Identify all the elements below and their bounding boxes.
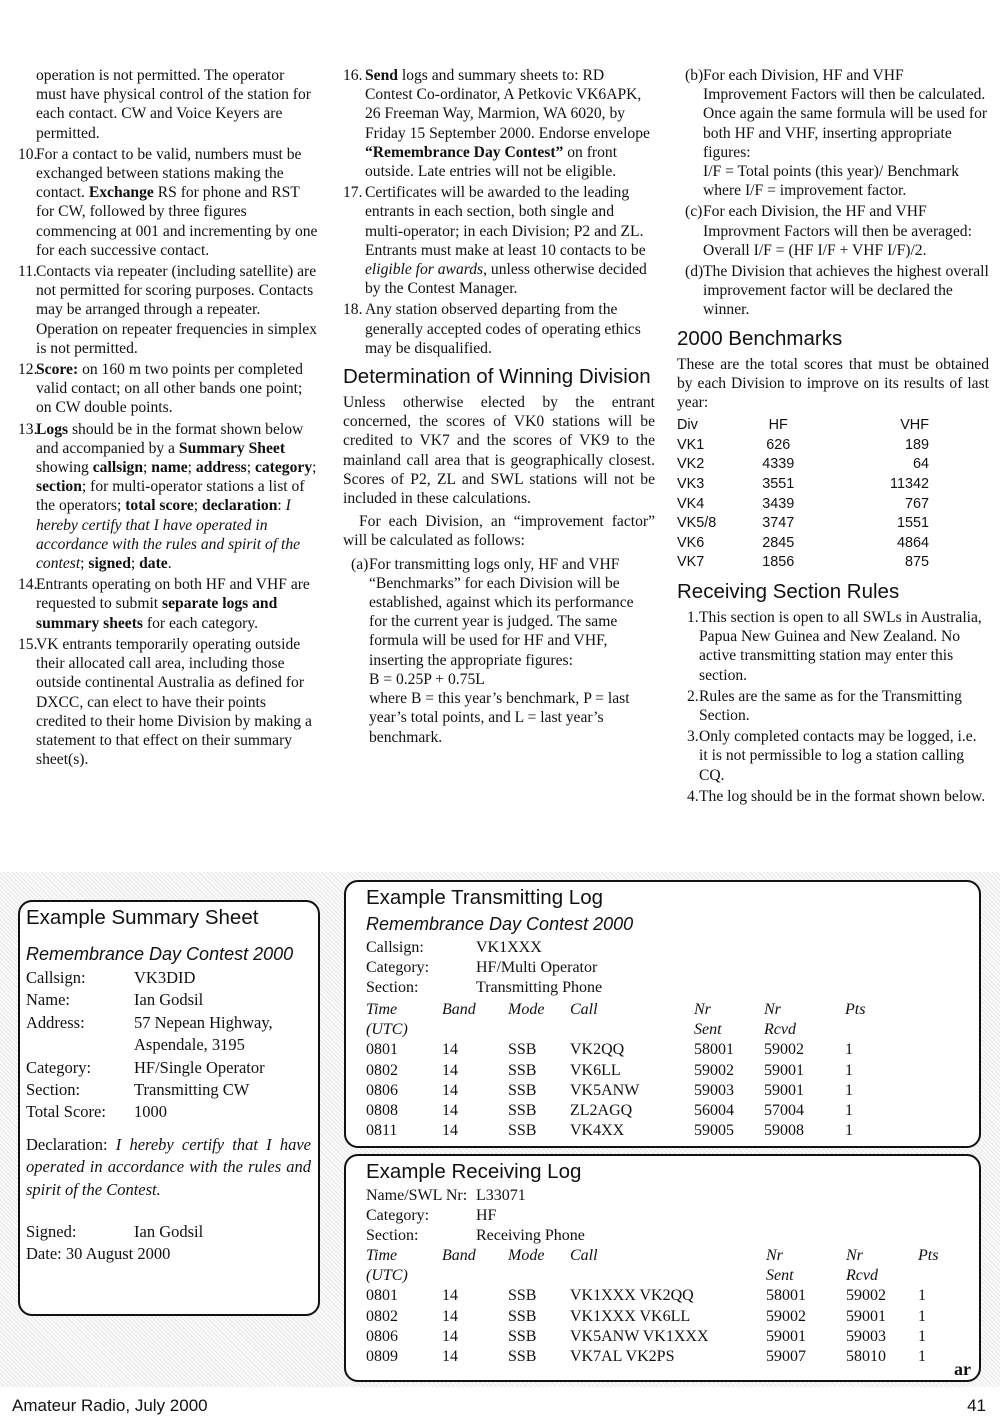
log-info-value: L33071 — [476, 1187, 526, 1204]
example-transmitting-log — [344, 880, 981, 1148]
log-cell: 14 — [442, 1307, 458, 1325]
log-cell: 58001 — [766, 1287, 806, 1305]
benchmarks-cell: 626 — [766, 436, 791, 453]
benchmarks-cell: 1856 — [762, 554, 795, 571]
sub-label: (a) — [351, 555, 369, 573]
rule-13-bold-summary: Summary Sheet — [178, 439, 286, 457]
log-cell: 14 — [442, 1122, 458, 1140]
benchmarks-cell: VK4 — [677, 495, 705, 512]
log-header-row — [366, 1246, 958, 1266]
rule-16-bold-envelope: “Remembrance Day Contest” — [365, 143, 564, 161]
log-info-label: Name/SWL Nr: — [366, 1187, 468, 1204]
log-cell: 0802 — [366, 1061, 398, 1079]
log-header-cell: Rcvd — [846, 1267, 878, 1285]
benchmarks-cell: 3439 — [762, 495, 795, 512]
rule-17-text-2: , unless otherwise decided by the Contest Manager. — [365, 261, 647, 298]
log-header-cell: Pts — [918, 1247, 939, 1264]
column-3 — [677, 66, 989, 808]
log-cell: SSB — [508, 1348, 537, 1366]
log-header-cell — [508, 1020, 570, 1040]
summary-subtitle: Remembrance Day Contest 2000 — [26, 944, 294, 964]
log-header-cell: Nr — [766, 1247, 783, 1264]
log-cell: VK7AL VK2PS — [570, 1348, 675, 1366]
log-cell: VK1XXX VK6LL — [570, 1307, 691, 1325]
log-cell: VK1XXX VK2QQ — [570, 1287, 694, 1305]
rule-13-bold-category: category — [254, 459, 313, 477]
rule-number: 15. — [18, 635, 38, 653]
log-cell: SSB — [508, 1102, 537, 1120]
log-cell: 0811 — [366, 1122, 398, 1140]
benchmarks-cell: VK7 — [677, 554, 705, 571]
rule-17 — [343, 183, 655, 298]
rx-log-table — [366, 1246, 958, 1367]
log-cell: 14 — [442, 1327, 458, 1345]
rule-number: 13. — [18, 420, 38, 438]
summary-field-row — [26, 967, 314, 989]
benchmarks-row — [677, 514, 989, 534]
log-info-row — [366, 1206, 585, 1226]
rx-rule-3-text: Only completed contacts may be logged, i.e. it is not permissible to log a station calling CQ. — [699, 728, 977, 784]
summary-field-label: Address: — [26, 1012, 85, 1032]
rule-13-text-1: should be in the format shown below and accompanied by a — [36, 420, 304, 457]
rule-13-bold-name: name — [151, 459, 188, 477]
benchmarks-header-cell: Div — [677, 417, 698, 434]
log-cell: 14 — [442, 1041, 458, 1059]
formula-where: where B = this year’s benchmark, P = last year’s total points, and L = last year’s benchmark. — [369, 690, 630, 746]
log-cell: 59003 — [846, 1327, 886, 1345]
summary-field-value: HF/Single Operator — [134, 1057, 265, 1077]
log-cell: SSB — [508, 1327, 537, 1345]
benchmarks-row — [677, 534, 989, 554]
rule-16-bold-send: Send — [365, 67, 398, 84]
benchmarks-row — [677, 455, 989, 475]
signed-value: Ian Godsil — [134, 1222, 204, 1242]
log-cell: 1 — [845, 1061, 853, 1079]
log-info-label: Category: — [366, 959, 430, 977]
log-cell: 59008 — [764, 1122, 804, 1140]
log-header-cell: Nr — [694, 1001, 711, 1018]
rule-15 — [18, 635, 318, 769]
log-header-cell — [918, 1266, 958, 1286]
benchmarks-cell: VK3 — [677, 476, 705, 493]
summary-field-label: Section: — [26, 1080, 81, 1100]
log-header-cell: Band — [442, 1247, 476, 1264]
log-info-label: Section: — [366, 979, 419, 997]
benchmarks-cell: VK6 — [677, 534, 705, 551]
log-header-cell: Sent — [766, 1267, 794, 1285]
rule-number: 17. — [343, 184, 363, 202]
rule-14-text-1: Entrants operating on both HF and VHF are requested to submit — [36, 576, 310, 613]
paragraph: Unless otherwise elected by the entrant concerned, the scores of VK0 stations will be credited to VK7 and the scores of VK9 to the mainland call area that is geographically closest. Scores of P2, ZL and SWL stations will not be included in these calculations. — [343, 394, 655, 508]
benchmarks-cell: 11342 — [890, 476, 929, 493]
footer-page-number: 41 — [967, 1396, 986, 1415]
benchmarks-cell: 189 — [904, 436, 929, 453]
log-cell: VK4XX — [570, 1122, 625, 1140]
log-cell: 59001 — [846, 1307, 886, 1325]
log-cell: SSB — [508, 1081, 537, 1099]
rx-rule-1-text: This section is open to all SWLs in Australia, Papua New Guinea and New Zealand. No active transmitting station may enter this section. — [699, 609, 982, 684]
log-header-cell: (UTC) — [366, 1267, 408, 1285]
log-header-cell: Time — [366, 1001, 398, 1018]
log-cell: 0808 — [366, 1102, 398, 1120]
formula-where: where I/F = improvement factor. — [703, 182, 907, 200]
log-info-label: Category: — [366, 1207, 430, 1225]
log-header-cell: Mode — [508, 1247, 545, 1264]
paragraph: For each Division, an “improvement factor” will be calculated as follows: — [343, 513, 655, 550]
summary-field-label: Callsign: — [26, 968, 86, 987]
log-header-cell: Nr — [764, 1001, 781, 1018]
benchmarks-cell: 2845 — [762, 534, 795, 551]
rule-13-bold-logs: Logs — [36, 420, 69, 438]
benchmarks-cell: 1551 — [896, 515, 929, 532]
benchmarks-cell: 3747 — [762, 515, 795, 532]
benchmarks-row — [677, 475, 989, 495]
section-heading-receiving-rules: Receiving Section Rules — [677, 580, 900, 603]
benchmarks-cell: VK1 — [677, 436, 705, 453]
formula: Overall I/F = (HF I/F + VHF I/F)/2. — [703, 241, 927, 259]
rx-rule-2-text: Rules are the same as for the Transmitting Section. — [699, 687, 962, 725]
log-info-row — [366, 938, 602, 958]
log-cell: 14 — [442, 1348, 458, 1366]
sub-label: (b) — [685, 67, 704, 84]
sub-item-d — [677, 262, 989, 320]
sub-item-b — [677, 66, 989, 200]
log-row — [366, 1347, 958, 1367]
sub-label: (d) — [685, 263, 704, 281]
rule-16-text-2: on front outside. Late entries will not be eligible. — [365, 143, 618, 181]
rule-16-text-1: logs and summary sheets to: RD Contest Co-ordinator, A Petkovic VK6APK, 26 Freeman Way, Marmion, WA 6020, by Friday 15 September 2000. Endorse envelope — [365, 67, 650, 142]
log-row — [366, 1121, 885, 1141]
log-row — [366, 1040, 885, 1060]
sub-item-a-text: For transmitting logs only, HF and VHF “Benchmarks” for each Division will be established, against which its performance for the current year is judged. The same formula will be used for HF and VHF, inserting the appropriate figures: — [369, 555, 634, 669]
log-cell: VK6LL — [570, 1061, 621, 1079]
rule-11-text: Contacts via repeater (including satellite) are not permitted for scoring purposes. Contacts may be arranged through a repeater. Operation on repeater frequencies in simplex is not permitted. — [36, 263, 318, 357]
log-header-row — [366, 1000, 885, 1020]
rule-17-text-1: Certificates will be awarded to the leading entrants in each section, both single and multi-operator; in each Division; P2 and ZL. Entrants must make at least 10 contacts to be — [365, 184, 646, 259]
rule-number: 12. — [18, 361, 38, 379]
log-cell: 1 — [918, 1287, 926, 1305]
benchmarks-table — [677, 416, 989, 573]
rule-15-text: VK entrants temporarily operating outside their allocated call area, including those outside continental Australia as defined for DXCC, can elect to have their points credited to their home Division by making a statement to that effect on their summary sheet(s). — [36, 635, 312, 769]
log-header-cell: Call — [570, 1247, 598, 1264]
log-header-cell — [845, 1020, 885, 1040]
log-cell: 1 — [918, 1307, 926, 1325]
rx-rule-1 — [677, 608, 989, 685]
sub-item-a — [343, 555, 655, 747]
rule-13-bold-address: address — [195, 459, 247, 477]
tx-log-subtitle: Remembrance Day Contest 2000 — [366, 914, 634, 934]
rule-number: 2. — [687, 687, 699, 705]
rule-13-bold-declaration: declaration — [202, 497, 278, 515]
sub-label: (c) — [685, 203, 703, 221]
benchmarks-cell: 4339 — [762, 456, 795, 473]
rule-9-continued — [18, 66, 318, 143]
rule-number: 1. — [687, 609, 699, 626]
sub-item-b-text: For each Division, HF and VHF Improvement Factors will then be calculated. Once again the same formula will be used for both HF and VHF, inserting appropriate figures: — [703, 67, 988, 161]
column-2 — [343, 66, 655, 749]
summary-field-value: VK3DID — [134, 968, 196, 987]
log-info-value: VK1XXX — [476, 939, 542, 956]
formula: B = 0.25P + 0.75L — [369, 670, 485, 688]
log-info-row — [366, 1186, 585, 1206]
log-cell: SSB — [508, 1307, 537, 1325]
summary-field-value: Transmitting CW — [134, 1080, 250, 1100]
rule-11 — [18, 262, 318, 358]
log-cell: VK5ANW — [570, 1081, 640, 1099]
log-cell: SSB — [508, 1041, 537, 1059]
column-1 — [18, 66, 318, 771]
log-cell: 0806 — [366, 1327, 398, 1345]
declaration-label: Declaration: — [26, 1134, 108, 1154]
log-cell: 59002 — [846, 1287, 886, 1305]
formula: I/F = Total points (this year)/ Benchmark — [703, 163, 960, 181]
section-heading-winning-division: Determination of Winning Division — [343, 365, 651, 389]
log-info-label: Section: — [366, 1227, 419, 1245]
benchmarks-cell: 64 — [912, 456, 929, 473]
sub-item-d-text: The Division that achieves the highest overall improvement factor will be declared the winner. — [703, 263, 989, 319]
rule-13-bold-date: date — [139, 555, 168, 573]
rule-14-bold: separate logs and summary sheets — [36, 595, 278, 632]
tx-log-title: Example Transmitting Log — [366, 886, 604, 909]
rx-rule-3 — [677, 727, 989, 785]
log-row — [366, 1286, 958, 1306]
summary-title: Example Summary Sheet — [26, 906, 259, 929]
log-cell: VK5ANW VK1XXX — [570, 1327, 709, 1345]
log-row — [366, 1081, 885, 1101]
summary-declaration — [26, 1134, 311, 1201]
log-cell: 0801 — [366, 1287, 398, 1305]
log-cell: 59002 — [694, 1061, 734, 1079]
log-cell: 14 — [442, 1287, 458, 1305]
rule-number: 4. — [687, 787, 699, 805]
log-cell: 1 — [845, 1122, 853, 1140]
sub-item-c — [677, 202, 989, 260]
log-cell: 59005 — [694, 1122, 734, 1140]
rule-16 — [343, 66, 655, 181]
log-header-cell: Time — [366, 1247, 398, 1264]
log-cell: 58010 — [846, 1348, 886, 1366]
log-cell: 57004 — [764, 1102, 804, 1120]
rule-17-italic: eligible for awards — [365, 261, 484, 279]
benchmarks-cell: 3551 — [762, 476, 795, 493]
log-header-cell: Nr — [846, 1247, 863, 1264]
rule-12-bold: Score: — [36, 361, 79, 379]
log-cell: 58001 — [694, 1041, 734, 1059]
footer-publication: Amateur Radio, July 2000 — [12, 1396, 208, 1415]
summary-field-row — [26, 1079, 314, 1101]
tx-log-table — [366, 1000, 885, 1141]
summary-date — [26, 1243, 314, 1265]
log-header-cell — [442, 1266, 508, 1286]
log-cell: 59007 — [766, 1348, 806, 1366]
rule-number: 3. — [687, 728, 699, 746]
log-info-value: HF/Multi Operator — [476, 959, 598, 977]
log-header-cell: Rcvd — [764, 1021, 796, 1039]
log-cell: 1 — [918, 1327, 926, 1345]
rule-number: 10. — [18, 145, 38, 163]
date-label: Date: — [26, 1244, 62, 1264]
log-cell: 59001 — [764, 1081, 804, 1099]
rx-rule-4-text: The log should be in the format shown below. — [699, 787, 986, 805]
log-cell: VK2QQ — [570, 1041, 625, 1059]
log-cell: 1 — [918, 1348, 926, 1366]
summary-field-row — [26, 1057, 314, 1079]
rx-log-info — [366, 1186, 585, 1247]
benchmarks-header-cell: VHF — [900, 417, 929, 434]
log-cell: 59002 — [764, 1041, 804, 1059]
log-info-row — [366, 978, 602, 998]
rule-18-text: Any station observed departing from the generally accepted codes of operating ethics may be disqualified. — [365, 301, 641, 357]
log-cell: 14 — [442, 1061, 458, 1079]
rule-13-italic-declaration: I hereby certify that I have operated in accordance with the rules and spirit of the contest — [36, 497, 301, 573]
rx-rule-2 — [677, 687, 989, 725]
log-header-cell: (UTC) — [366, 1021, 408, 1039]
log-cell: 14 — [442, 1102, 458, 1120]
summary-fields — [26, 967, 314, 1124]
sub-item-c-text: For each Division, the HF and VHF Improvment Factors will then be averaged: — [703, 203, 972, 240]
rule-number: 14. — [18, 576, 38, 594]
rule-10-bold: Exchange — [88, 184, 154, 202]
summary-field-value: 57 Nepean Highway, Aspendale, 3195 — [134, 1012, 273, 1055]
rule-number: 16. — [343, 67, 363, 84]
log-cell: 59002 — [766, 1307, 806, 1325]
declaration-text: I hereby certify that I have operated in accordance with the rules and spirit of the Contest. — [26, 1134, 311, 1199]
benchmarks-row — [677, 436, 989, 456]
rule-13-bold-section: section — [36, 478, 82, 496]
log-cell: SSB — [508, 1122, 537, 1140]
rx-rule-4 — [677, 787, 989, 806]
log-cell: 56004 — [694, 1102, 734, 1120]
benchmarks-row — [677, 553, 989, 573]
log-header-cell: Sent — [694, 1021, 722, 1039]
rule-10-text-a: For a contact to be valid, numbers must be exchanged between stations making the contact. — [36, 145, 302, 202]
log-header-row — [366, 1020, 885, 1040]
example-summary-sheet — [18, 900, 320, 1316]
log-info-value: HF — [476, 1207, 497, 1225]
rule-13-text-2: showing — [36, 459, 89, 477]
log-cell: 59001 — [766, 1327, 806, 1345]
log-info-row — [366, 958, 602, 978]
log-row — [366, 1307, 958, 1327]
rule-13-bold-callsign: callsign — [92, 459, 144, 477]
rule-13-bold-signed: signed — [88, 555, 131, 573]
log-cell: ZL2AGQ — [570, 1102, 633, 1120]
log-cell: 1 — [845, 1081, 853, 1099]
log-cell: 1 — [845, 1102, 853, 1120]
summary-field-row — [26, 1012, 314, 1057]
log-info-row — [366, 1226, 585, 1246]
rule-13: 13. Logs should be in the format shown below and accompanied by a Summary Sheet showing callsign; name; address; category; section; for multi-operator stations a list of the operators; total score; declaration: I hereby certify that I have operated in accordance with the rules and spirit of the contest; signed; date. — [18, 420, 317, 573]
rule-14 — [18, 575, 318, 633]
rule-13-text-3: for multi-operator stations a list of the operators; — [36, 478, 305, 515]
benchmarks-cell: 767 — [904, 495, 929, 512]
log-cell: 1 — [845, 1041, 853, 1059]
log-cell: 0801 — [366, 1041, 398, 1059]
benchmarks-header-cell: HF — [768, 417, 788, 434]
end-mark: ar — [954, 1359, 971, 1379]
rule-10 — [18, 145, 318, 260]
benchmarks-cell: 4864 — [896, 534, 929, 551]
log-row — [366, 1101, 885, 1121]
benchmarks-cell: VK2 — [677, 456, 705, 473]
log-info-value: Transmitting Phone — [476, 979, 603, 997]
signed-label: Signed: — [26, 1222, 77, 1242]
log-header-cell — [508, 1266, 570, 1286]
log-cell: 0809 — [366, 1348, 398, 1366]
log-info-label: Callsign: — [366, 939, 424, 956]
log-header-cell — [570, 1020, 694, 1040]
benchmarks-row — [677, 495, 989, 515]
log-header-cell: Mode — [508, 1001, 545, 1018]
benchmarks-cell: VK5/8 — [677, 515, 717, 532]
date-value: 30 August 2000 — [65, 1244, 171, 1264]
log-header-cell: Band — [442, 1001, 476, 1018]
log-cell: 14 — [442, 1081, 458, 1099]
summary-field-label: Total Score: — [26, 1102, 106, 1122]
section-heading-benchmarks: 2000 Benchmarks — [677, 326, 843, 350]
tx-log-info — [366, 938, 602, 999]
log-header-row — [366, 1266, 958, 1286]
summary-field-row — [26, 989, 314, 1011]
log-cell: 0802 — [366, 1307, 398, 1325]
rule-9-text: operation is not permitted. The operator must have physical control of the station for each contact. CW and Voice Keyers are permitted. — [36, 67, 311, 142]
summary-field-value: 1000 — [134, 1102, 167, 1122]
summary-field-row — [26, 1101, 314, 1123]
rule-13-bold-total: total score — [125, 497, 194, 515]
rule-number: 11. — [18, 263, 37, 281]
log-header-cell: Call — [570, 1001, 598, 1018]
benchmarks-header-row — [677, 416, 989, 436]
log-cell: 59003 — [694, 1081, 734, 1099]
paragraph: These are the total scores that must be obtained by each Division to improve on its results of last year: — [677, 355, 989, 412]
log-header-cell: Pts — [845, 1001, 866, 1018]
log-header-cell — [570, 1266, 766, 1286]
rule-18 — [343, 300, 655, 358]
example-receiving-log — [344, 1154, 981, 1382]
summary-field-value: Ian Godsil — [134, 990, 204, 1010]
log-cell: 59001 — [764, 1061, 804, 1079]
log-header-cell — [442, 1020, 508, 1040]
rule-10-text-b: RS for phone and RST for CW, followed by three figures commencing at 001 and incrementing by one for each successive contact. — [36, 184, 318, 259]
summary-field-label: Name: — [26, 990, 70, 1010]
rule-12 — [18, 360, 318, 418]
rule-14-text-2: for each category. — [146, 614, 258, 632]
log-info-value: Receiving Phone — [476, 1227, 585, 1245]
rx-log-title: Example Receiving Log — [366, 1160, 582, 1183]
log-cell: SSB — [508, 1287, 537, 1305]
log-cell: 0806 — [366, 1081, 398, 1099]
rule-number: 18. — [343, 301, 363, 319]
log-cell: SSB — [508, 1061, 537, 1079]
log-row — [366, 1327, 958, 1347]
log-row — [366, 1061, 885, 1081]
summary-field-label: Category: — [26, 1057, 92, 1077]
benchmarks-cell: 875 — [904, 554, 929, 571]
summary-signed — [26, 1221, 314, 1243]
rule-12-text: on 160 m two points per completed valid contact; on all other bands one point; on CW double points. — [36, 361, 303, 417]
